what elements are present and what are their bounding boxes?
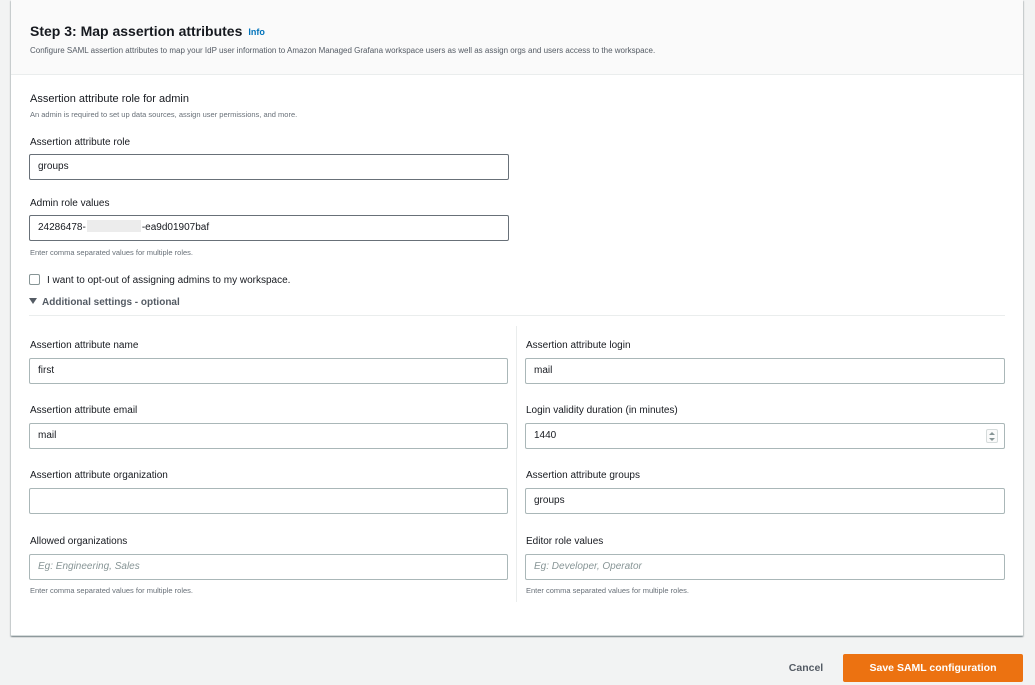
info-link[interactable]: Info xyxy=(248,27,265,37)
additional-settings-toggle[interactable] xyxy=(29,297,180,308)
role-field-label: Assertion attribute role xyxy=(30,137,131,148)
allowed-orgs-label: Allowed organizations xyxy=(30,536,128,547)
section-divider xyxy=(29,315,1005,316)
validity-label: Login validity duration (in minutes) xyxy=(526,405,678,416)
attr-org-label: Assertion attribute organization xyxy=(30,470,168,481)
allowed-orgs-placeholder: Eg: Engineering, Sales xyxy=(38,561,140,572)
page-title-text: Step 3: Map assertion attributes xyxy=(30,23,243,39)
assertion-role-value: groups xyxy=(38,161,69,172)
additional-settings-label: Additional settings - optional xyxy=(42,297,180,308)
attr-email-label: Assertion attribute email xyxy=(30,405,138,416)
admin-section-subtext: An admin is required to set up data sources, assign user permissions, and more. xyxy=(30,110,298,119)
number-spinner-icon[interactable] xyxy=(986,429,998,443)
attr-login-value: mail xyxy=(534,365,553,376)
admin-values-input[interactable] xyxy=(29,215,509,241)
page-description: Configure SAML assertion attributes to map your IdP user information to Amazon Managed Grafana workspace users as well as assign orgs and users access to the workspace. xyxy=(30,46,656,55)
attr-groups-input[interactable] xyxy=(525,488,1005,514)
admin-values-suffix: -ea9d01907baf xyxy=(141,222,210,233)
admin-values-label: Admin role values xyxy=(30,198,110,209)
cancel-button[interactable]: Cancel xyxy=(788,662,824,674)
editor-values-label: Editor role values xyxy=(526,536,604,547)
attr-login-label: Assertion attribute login xyxy=(526,340,631,351)
attr-groups-label: Assertion attribute groups xyxy=(526,470,640,481)
allowed-orgs-input[interactable] xyxy=(29,554,508,580)
editor-values-hint: Enter comma separated values for multiple roles. xyxy=(526,586,689,595)
admin-values-hint: Enter comma separated values for multiple roles. xyxy=(30,248,193,257)
panel-header xyxy=(11,0,1023,75)
admin-section-heading: Assertion attribute role for admin xyxy=(30,93,189,105)
attr-login-input[interactable] xyxy=(525,358,1005,384)
attr-email-input[interactable] xyxy=(29,423,508,449)
attr-name-input[interactable] xyxy=(29,358,508,384)
caret-down-icon xyxy=(29,298,37,304)
validity-value: 1440 xyxy=(534,430,557,441)
column-divider xyxy=(516,326,517,602)
attr-org-input[interactable] xyxy=(29,488,508,514)
page-title xyxy=(30,23,265,39)
attr-name-value: first xyxy=(38,365,55,376)
optout-checkbox[interactable] xyxy=(29,274,40,285)
allowed-orgs-hint: Enter comma separated values for multiple roles. xyxy=(30,586,193,595)
attr-email-value: mail xyxy=(38,430,57,441)
redacted-block xyxy=(87,220,141,232)
validity-input[interactable] xyxy=(525,423,1005,449)
editor-values-placeholder: Eg: Developer, Operator xyxy=(534,561,642,572)
attr-groups-value: groups xyxy=(534,495,565,506)
editor-values-input[interactable] xyxy=(525,554,1005,580)
save-saml-button[interactable]: Save SAML configuration xyxy=(843,654,1023,682)
admin-values-prefix: 24286478- xyxy=(38,222,86,233)
saml-mapping-panel xyxy=(11,0,1023,636)
attr-name-label: Assertion attribute name xyxy=(30,340,139,351)
assertion-role-input[interactable] xyxy=(29,154,509,180)
optout-label[interactable]: I want to opt-out of assigning admins to my workspace. xyxy=(47,275,291,286)
